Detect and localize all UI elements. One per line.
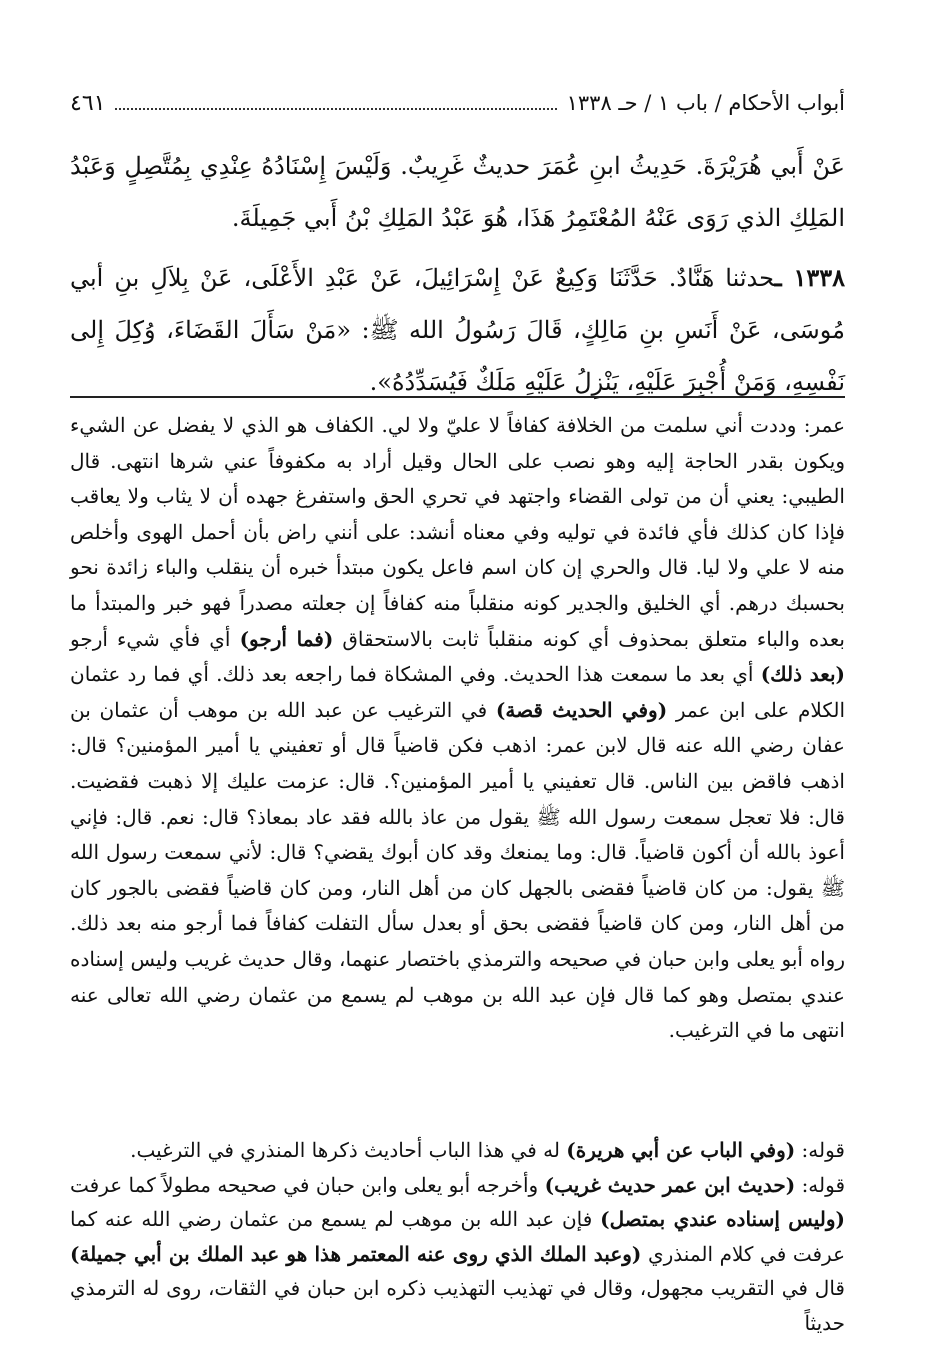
running-title: أبواب الأحكام / باب ١ / حـ ١٣٣٨	[566, 91, 845, 115]
note-4-text: قال في التقريب مجهول، وقال في تهذيب التهذيب ذكره ابن حبان في الثقات، روى له الترمذي حديثاً	[70, 1276, 845, 1335]
page-header	[70, 86, 845, 120]
note-2	[70, 1168, 845, 1341]
hadith-number: ١٣٣٨ ـ	[774, 263, 846, 292]
commentary-keyword-2: (بعد ذلك)	[760, 662, 845, 687]
book-page	[70, 78, 845, 1348]
note-4-quote: (وعبد الملك الذي روى عنه المعتمر هذا هو عبد الملك بن أبي جميلة)	[70, 1241, 642, 1266]
commentary-text-2: أي فأي شيء أرجو	[70, 626, 231, 651]
note-1-quote: (وفي الباب عن أبي هريرة)	[566, 1138, 796, 1162]
note-2-quote: (حديث ابن عمر حديث غريب)	[544, 1172, 796, 1197]
note-3-quote: (وليس إسناده عندي بمتصل)	[600, 1207, 846, 1231]
commentary-keyword-1: (فما أرجو)	[239, 626, 334, 651]
commentary-text-3: أي بعد ما سمعت هذا الحديث. وفي المشكاة فما راجعه بعد ذلك. أي فما رد عثمان الكلام على ابن عمر	[70, 662, 846, 722]
note-3-text: فإن عبد الله بن موهب لم يسمع من عثمان رضي الله عنه كما عرفت في كلام المنذري	[70, 1207, 846, 1266]
note-2-text: وأخرجه أبو يعلى وابن حبان في صحيحه مطولاً كما عرفت	[70, 1172, 539, 1197]
notes-block	[70, 1133, 845, 1340]
hadith-paragraph-1: عَنْ أَبي هُرَيْرَةَ. حَدِيثُ ابنِ عُمَرَ حديثٌ غَرِيبٌ. وَلَيْسَ إِسْنَادُهُ عِنْدِي بِمُتَّصِلٍ وَعَبْدُ المَلِكِ الذي رَوَى عَنْهُ المُعْتَمِرُ هَذَا، هُوَ عَبْدُ المَلِكِ بْنُ أَبي جَمِيلَةَ.	[70, 152, 845, 232]
header-dot-leader	[115, 96, 556, 110]
note-1-text: له في هذا الباب أحاديث ذكرها المنذري في الترغيب.	[130, 1138, 560, 1162]
commentary-paragraph	[70, 408, 845, 1049]
hadith-text	[70, 140, 845, 408]
page-number: ٤٦١	[70, 90, 106, 116]
hadith-body: حدثنا هَنَّادٌ. حَدَّثَنَا وَكِيعٌ عَنْ إِسْرَائِيلَ، عَنْ عَبْدِ الأَعْلَى، عَنْ بِلاَلِ بنِ أبي مُوسَى، عَنْ أَنَسِ بنِ مَالِكٍ، قَالَ رَسُولُ الله ﷺ: «مَنْ سَأَلَ القَضَاءَ، وُكِلَ إِلى نَفْسِهِ، وَمَنْ أُجْبِرَ عَلَيْهِ، يَنْزِلُ عَلَيْهِ مَلَكٌ فَيُسَدِّدُهُ».	[70, 264, 845, 396]
note-2-prefix: قوله:	[801, 1172, 846, 1197]
commentary-text-1: عمر: وددت أني سلمت من الخلافة كفافاً لا عليّ ولا لي. الكفاف هو الذي لا يفضل عن الشيء ويكون بقدر الحاجة إليه وهو نصب على الحال وقيل أراد به مكفوفاً عني شرها انتهى. قال الطيبي: يعني أن من تولى القضاء واجتهد في تحري الحق واستفرغ جهده أن لا يثاب ولا يعاقب فإذا كان كذلك فأي فائدة في توليه وفي معناه أنشد: على أنني راض بأن أحمل الهوى وأخلص منه لا علي ولا ليا. قال والحري إن كان اسم فاعل يكون مبتدأ خبره أن ينقلب والباء زائدة نحو بحسبك درهم. أي الخليق والجدير كونه منقلباً منه كفافاً إن جعلته مصدراً فهو خبر والمبتدأ ما بعده والباء متعلق بمحذوف أي كونه منقلباً ثابت بالاستحقاق	[70, 413, 845, 651]
commentary-block	[70, 408, 845, 1049]
commentary-keyword-3: (وفي الحديث قصة)	[495, 697, 668, 722]
note-1	[70, 1133, 845, 1168]
commentary-text-4: في الترغيب عن عبد الله بن موهب أن عثمان بن عفان رضي الله عنه قال لابن عمر: اذهب فكن قاضياً قال أو تعفيني يا أمير المؤمنين؟ قال: اذهب فاقض بين الناس. قال تعفيني يا أمير المؤمنين؟. قال: عزمت عليك إلا ذهبت فقضيت. قال: فلا تعجل سمعت رسول الله ﷺ يقول من عاذ بالله فقد عاد بمعاذ؟ قال: نعم. قال: فإني أعوذ بالله أن أكون قاضياً. قال: وما يمنعك وقد كان أبوك يقضي؟ قال: لأني سمعت رسول الله ﷺ يقول: من كان قاضياً فقضى بالجهل كان من أهل النار، ومن كان قاضياً فقضى بالجور كان من أهل النار، ومن كان قاضياً فقضى بحق أو بعدل سأل التفلت كفافاً فما أرجو منه بعد ذلك. رواه أبو يعلى وابن حبان في صحيحه والترمذي باختصار عنهما، وقال حديث غريب وليس إسناده عندي بمتصل وهو كما قال فإن عبد الله بن موهب لم يسمع من عثمان رضي الله تعالى عنه انتهى ما في الترغيب.	[70, 697, 845, 1043]
footnote-divider	[70, 396, 845, 398]
note-1-prefix: قوله:	[801, 1138, 845, 1162]
hadith-paragraph-2	[70, 252, 845, 408]
